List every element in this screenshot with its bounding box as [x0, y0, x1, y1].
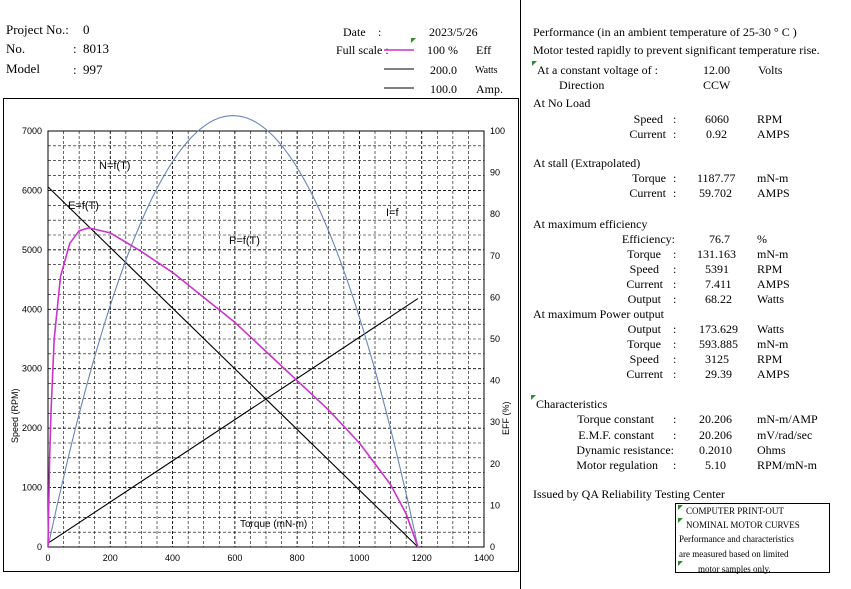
maxeff-speed-unit: RPM: [757, 262, 783, 276]
no-colon: :: [73, 41, 77, 56]
label-speed-curve: N=f(T): [99, 160, 131, 172]
maxeff-eff-value: 76.7: [709, 232, 730, 246]
maxeff-speed-label: Speed: [629, 262, 659, 276]
char-reg-colon: :: [673, 458, 677, 472]
maxpow-current-colon: :: [673, 367, 677, 381]
stall-current-label: Current: [629, 186, 666, 200]
char-kt-colon: :: [673, 412, 677, 426]
no-load-title: At No Load: [533, 96, 591, 110]
maxeff-current-value: 7.411: [705, 277, 732, 291]
y2-axis-label: EFF (%): [501, 401, 511, 435]
model-value: 997: [83, 62, 103, 77]
y-tick-label: 1000: [21, 482, 42, 493]
motor-curve-chart: [4, 99, 520, 571]
y2-tick-label: 0: [490, 542, 496, 552]
model-colon: :: [73, 62, 77, 77]
maxpow-title: At maximum Power output: [533, 307, 664, 321]
maxeff-title: At maximum efficiency: [533, 217, 648, 231]
char-kt-unit: mN-m/AMP: [757, 412, 818, 426]
stall-current-value: 59.702: [699, 186, 732, 200]
scale-eff-value: 100 %: [427, 43, 458, 57]
stall-torque-label: Torque: [632, 171, 666, 185]
stall-torque-value: 1187.77: [697, 171, 736, 185]
scale-amp-unit: Amp.: [476, 82, 503, 96]
project-no-label: Project No.:: [6, 22, 69, 37]
direction-label: Direction: [559, 78, 605, 92]
date-value: 2023/5/26: [429, 25, 478, 39]
maxpow-output-unit: Watts: [757, 322, 785, 336]
maxeff-eff-label: Efficiency:: [621, 232, 675, 246]
box-line-3: Performance and characteristics: [679, 534, 794, 544]
char-kt-label: Torque constant: [577, 412, 654, 426]
maxeff-torque-label: Torque: [627, 247, 661, 261]
no-value: 8013: [83, 41, 109, 56]
no-label: No.: [6, 41, 26, 56]
scale-watts-value: 200.0: [430, 63, 457, 77]
maxeff-output-unit: Watts: [757, 292, 785, 306]
char-r-value: 0.2010: [699, 443, 732, 457]
maxpow-torque-colon: :: [673, 337, 677, 351]
y-tick-label: 3000: [21, 363, 42, 374]
disclaimer-box: [675, 503, 830, 573]
label-current-curve: I=f: [386, 207, 399, 219]
char-r-label: Dynamic resistance:: [576, 443, 674, 457]
char-ke-unit: mV/rad/sec: [757, 428, 813, 442]
maxeff-speed-colon: :: [673, 262, 677, 276]
maxpow-current-unit: AMPS: [757, 367, 790, 381]
x-tick-label: 400: [165, 553, 181, 563]
y-axis-label: Speed (RPM): [10, 388, 20, 443]
project-no-value: 0: [83, 22, 90, 37]
no-load-speed-colon: :: [673, 112, 677, 126]
date-marker-icon: [411, 38, 416, 43]
no-load-current-unit: AMPS: [757, 127, 790, 141]
legend-lines: [383, 44, 423, 94]
y2-tick-label: 10: [490, 500, 501, 511]
no-load-current-colon: :: [673, 127, 677, 141]
stall-current-colon: :: [673, 186, 677, 200]
full-scale-label: Full scale :: [336, 43, 389, 57]
maxeff-current-colon: :: [673, 277, 677, 291]
stall-current-unit: AMPS: [757, 186, 790, 200]
maxeff-torque-colon: :: [673, 247, 677, 261]
maxeff-output-label: Output: [627, 292, 661, 306]
voltage-value: 12.00: [703, 63, 730, 77]
no-load-speed-unit: RPM: [757, 112, 783, 126]
x-tick-label: 1400: [473, 553, 495, 563]
stall-title: At stall (Extrapolated): [533, 156, 641, 170]
x-axis-label: Torque (mN-m): [240, 519, 308, 530]
char-reg-label: Motor regulation: [576, 458, 658, 472]
maxeff-output-value: 68.22: [705, 292, 732, 306]
box-line-1: COMPUTER PRINT-OUT: [686, 506, 784, 516]
perf-title: Performance (in an ambient temperature of 25-30 ° C ): [533, 25, 797, 39]
char-ke-value: 20.206: [699, 428, 732, 442]
stall-torque-colon: :: [673, 171, 677, 185]
label-eff-curve: E=f(T): [68, 200, 99, 212]
maxpow-output-value: 173.629: [699, 322, 738, 336]
stall-torque-unit: mN-m: [757, 171, 789, 185]
direction-value: CCW: [703, 78, 731, 92]
char-ke-label: E.M.F. constant: [578, 428, 654, 442]
no-load-speed-value: 6060: [705, 112, 729, 126]
y2-tick-label: 100: [490, 126, 506, 136]
x-tick-label: 800: [289, 553, 305, 563]
box-marker-2-icon: [678, 518, 683, 523]
scale-eff-unit: Eff: [476, 43, 492, 57]
y-tick-label: 2000: [21, 423, 42, 434]
no-load-speed-label: Speed: [633, 112, 663, 126]
model-label: Model: [6, 61, 40, 76]
char-kt-value: 20.206: [699, 412, 732, 426]
x-tick-label: 0: [45, 553, 51, 563]
y2-tick-label: 30: [490, 417, 501, 428]
char-reg-value: 5.10: [705, 458, 726, 472]
maxpow-torque-unit: mN-m: [757, 337, 789, 351]
maxpow-output-label: Output: [627, 322, 661, 336]
char-title: Characteristics: [536, 397, 608, 411]
y-tick-label: 5000: [21, 244, 42, 255]
box-marker-3-icon: [678, 561, 683, 566]
scale-amp-value: 100.0: [430, 82, 457, 96]
y2-tick-label: 40: [490, 375, 501, 386]
issued-by: Issued by QA Reliability Testing Center: [533, 487, 725, 501]
y2-tick-label: 90: [490, 167, 501, 178]
x-tick-label: 600: [227, 553, 243, 563]
date-label: Date: [343, 25, 366, 39]
y-tick-label: 4000: [21, 304, 42, 315]
char-r-unit: Ohms: [757, 443, 786, 457]
x-tick-label: 1000: [349, 553, 370, 563]
y2-tick-label: 70: [490, 250, 501, 261]
no-load-current-value: 0.92: [706, 127, 727, 141]
maxeff-current-label: Current: [626, 277, 663, 291]
date-colon: :: [378, 25, 382, 39]
maxeff-current-unit: AMPS: [757, 277, 790, 291]
y2-tick-label: 80: [490, 209, 501, 220]
y-tick-label: 0: [36, 542, 42, 552]
maxeff-output-colon: :: [673, 292, 677, 306]
maxeff-eff-unit: %: [757, 232, 767, 246]
x-tick-label: 1200: [411, 553, 432, 563]
maxpow-current-value: 29.39: [705, 367, 732, 381]
box-marker-1-icon: [678, 505, 683, 510]
box-line-5: motor samples only.: [698, 564, 771, 574]
maxpow-speed-value: 3125: [705, 352, 729, 366]
maxeff-speed-value: 5391: [705, 262, 729, 276]
y-tick-label: 7000: [21, 126, 42, 136]
maxpow-speed-colon: :: [673, 352, 677, 366]
char-ke-colon: :: [673, 428, 677, 442]
maxpow-torque-label: Torque: [627, 337, 661, 351]
voltage-unit: Volts: [758, 63, 783, 77]
maxpow-torque-value: 593.885: [699, 337, 738, 351]
box-line-4: are measured based on limited: [679, 549, 789, 559]
maxpow-speed-unit: RPM: [757, 352, 783, 366]
voltage-label: At a constant voltage of :: [537, 63, 658, 77]
y2-tick-label: 20: [490, 458, 501, 469]
label-power-curve: P=f(T): [229, 235, 260, 247]
x-tick-label: 200: [102, 553, 118, 563]
maxeff-torque-unit: mN-m: [757, 247, 789, 261]
maxpow-speed-label: Speed: [629, 352, 659, 366]
y-tick-label: 6000: [21, 185, 42, 196]
chart-grid: [48, 131, 484, 547]
maxeff-torque-value: 131.163: [697, 247, 736, 261]
maxpow-output-colon: :: [673, 322, 677, 336]
box-line-2: NOMINAL MOTOR CURVES: [686, 520, 800, 530]
y2-tick-label: 60: [490, 292, 501, 303]
char-reg-unit: RPM/mN-m: [757, 458, 818, 472]
y2-tick-label: 50: [490, 334, 501, 344]
maxpow-current-label: Current: [626, 367, 663, 381]
scale-watts-unit: Watts: [475, 65, 498, 76]
perf-note: Motor tested rapidly to prevent significant temperature rise.: [533, 43, 820, 57]
no-load-current-label: Current: [629, 127, 666, 141]
